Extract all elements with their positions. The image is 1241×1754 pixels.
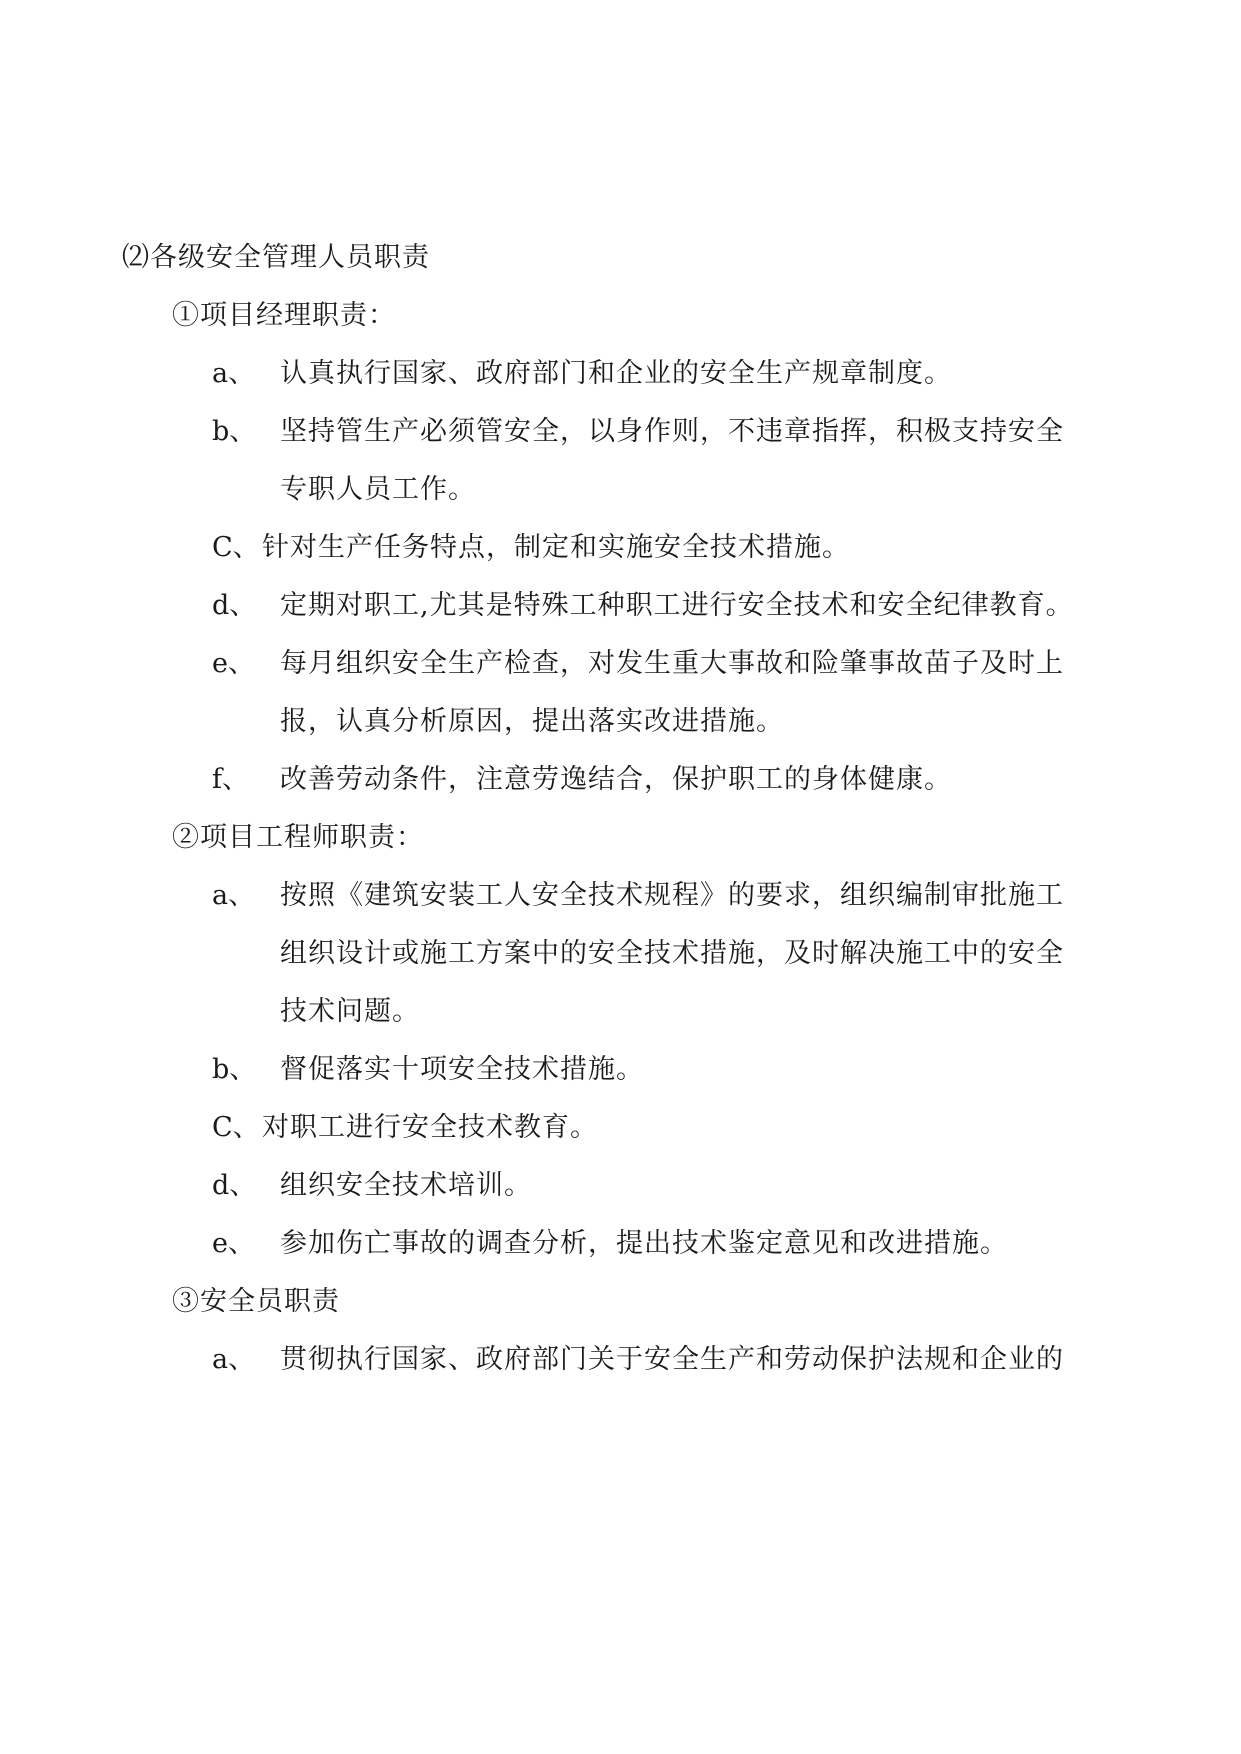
item-text: 组织安全技术培训。 xyxy=(280,1170,532,1201)
item-marker: a、 xyxy=(212,1344,256,1375)
item-marker: e、 xyxy=(212,1228,255,1259)
item-text: 参加伤亡事故的调查分析，提出技术鉴定意见和改进措施。 xyxy=(280,1228,1008,1259)
item-text: 贯彻执行国家、政府部门关于安全生产和劳动保护法规和企业的 xyxy=(280,1344,1064,1375)
section-title: ⑵各级安全管理人员职责 xyxy=(122,242,430,273)
group-heading-project-manager: ①项目经理职责： xyxy=(172,300,396,331)
item-text-continued: 技术问题。 xyxy=(280,996,420,1027)
item-text: 每月组织安全生产检查，对发生重大事故和险肇事故苗子及时上 xyxy=(280,648,1064,679)
item-text: 按照《建筑安装工人安全技术规程》的要求，组织编制审批施工 xyxy=(280,880,1064,911)
item-text: 督促落实十项安全技术措施。 xyxy=(280,1054,644,1085)
item-text-continued: 报，认真分析原因，提出落实改进措施。 xyxy=(280,706,784,737)
item-marker: d、 xyxy=(212,590,257,621)
item-text: 针对生产任务特点，制定和实施安全技术措施。 xyxy=(262,532,850,563)
item-text: 定期对职工,尤其是特殊工种职工进行安全技术和安全纪律教育。 xyxy=(280,590,1074,621)
item-marker: d、 xyxy=(212,1170,257,1201)
item-text: 坚持管生产必须管安全，以身作则，不违章指挥，积极支持安全 xyxy=(280,416,1064,447)
item-marker: f、 xyxy=(212,764,249,795)
item-text: 改善劳动条件，注意劳逸结合，保护职工的身体健康。 xyxy=(280,764,952,795)
item-text-continued: 专职人员工作。 xyxy=(280,474,476,505)
item-marker: b、 xyxy=(212,416,257,447)
item-marker: C、 xyxy=(212,532,260,563)
item-marker: e、 xyxy=(212,648,255,679)
item-marker: b、 xyxy=(212,1054,257,1085)
group-heading-project-engineer: ②项目工程师职责： xyxy=(172,822,424,853)
item-text: 认真执行国家、政府部门和企业的安全生产规章制度。 xyxy=(280,358,952,389)
group-heading-safety-officer: ③安全员职责 xyxy=(172,1286,340,1317)
item-text-continued: 组织设计或施工方案中的安全技术措施，及时解决施工中的安全 xyxy=(280,938,1064,969)
item-marker: a、 xyxy=(212,880,256,911)
item-text: 对职工进行安全技术教育。 xyxy=(262,1112,598,1143)
item-marker: C、 xyxy=(212,1112,260,1143)
item-marker: a、 xyxy=(212,358,256,389)
